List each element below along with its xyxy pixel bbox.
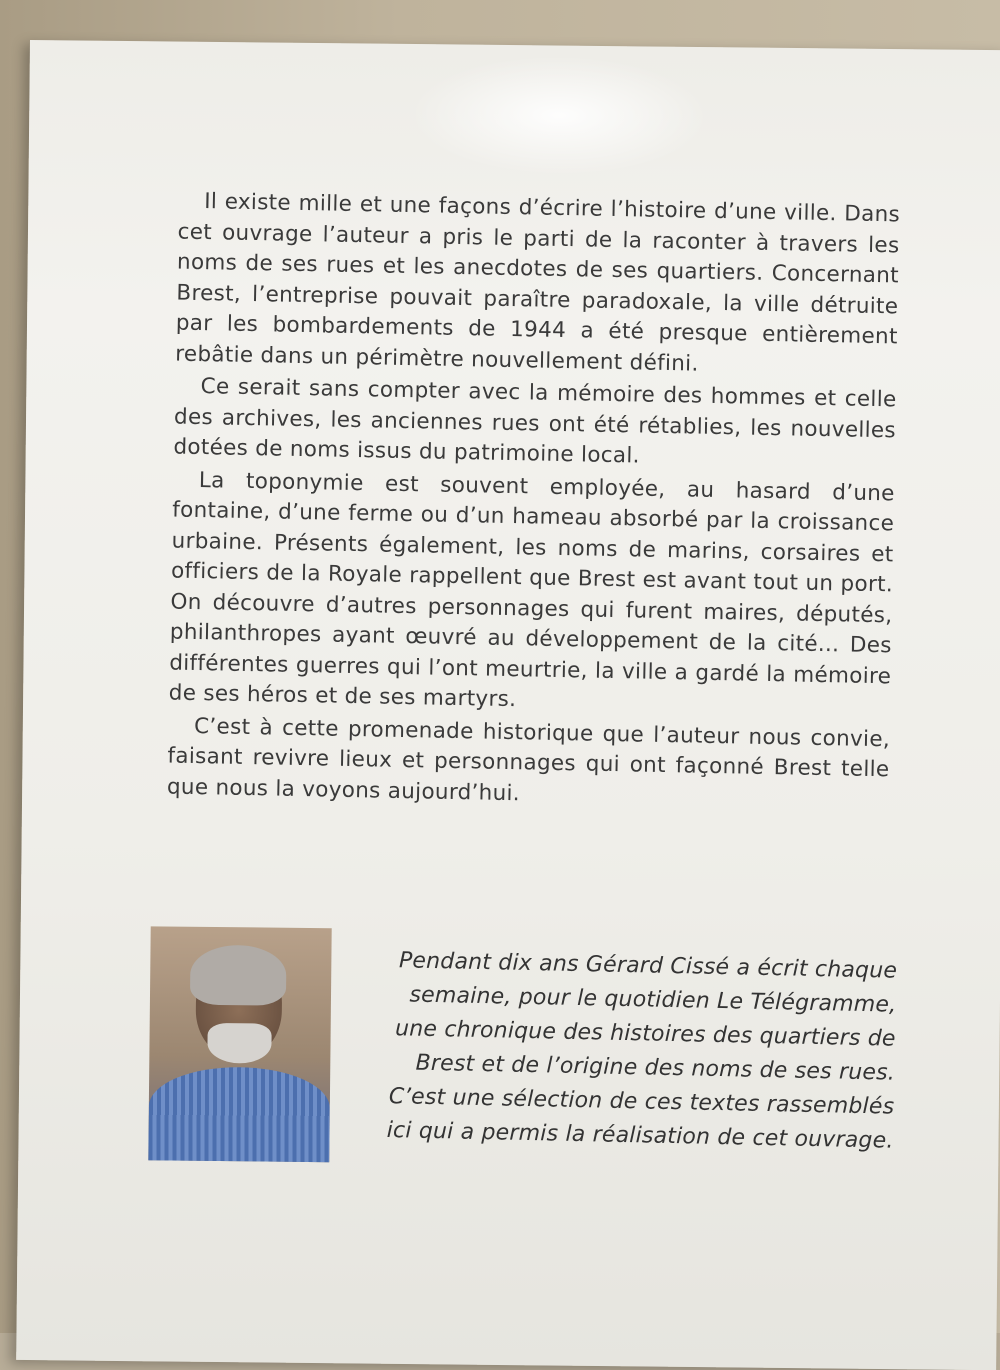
author-shirt <box>148 1066 330 1162</box>
back-cover-blurb <box>167 187 901 819</box>
light-glare <box>409 54 710 177</box>
book-back-cover <box>16 40 1000 1370</box>
author-beard <box>207 1023 271 1064</box>
blurb-paragraph-1: Il existe mille et une façons d’écrire l’histoire d’une ville. Dans cet ouvrage l’auteur a pris le parti de la raconter à travers les noms de ses rues et les anecdotes de ses quartiers. Concernant Brest, l’entreprise pouvait paraître paradoxale, la ville détruite par les bombardements de 1944 a été presque entièrement rebâtie dans un périmètre nouvellement défini. <box>175 189 901 377</box>
author-photo <box>148 926 331 1162</box>
author-bio: Pendant dix ans Gérard Cissé a écrit chaque semaine, pour le quotidien Le Télégramme, une chronique des histoires des quartiers de Brest et de l’origine des noms de ses rues. C’est une sélection de ces textes rassemblés ici qui a permis la réalisation de cet ouvrage. <box>386 948 898 1154</box>
author-hair <box>190 945 287 1006</box>
blurb-paragraph-2: Ce serait sans compter avec la mémoire des hommes et celle des archives, les anciennes rues ont été rétablies, les nouvelles dotées de noms issus du patrimoine local. <box>173 374 897 469</box>
blurb-paragraph-4: C’est à cette promenade historique que l’auteur nous convie, faisant revivre lieux et personnages qui ont façonné Brest telle que nous la voyons aujourd’hui. <box>166 713 891 806</box>
blurb-paragraph-3: La toponymie est souvent employée, au hasard d’une fontaine, d’une ferme ou d’un hameau absorbé par la croissance urbaine. Présents également, les noms de marins, corsaires et officiers de la Royale rappellent que Brest est avant tout un port. On découvre d’autres personnages qui furent maires, députés, philanthropes ayant œuvré au développement de la cité... Des différentes guerres qui l’ont meurtrie, la ville a gardé la mémoire de ses héros et de ses martyrs. <box>168 467 895 713</box>
